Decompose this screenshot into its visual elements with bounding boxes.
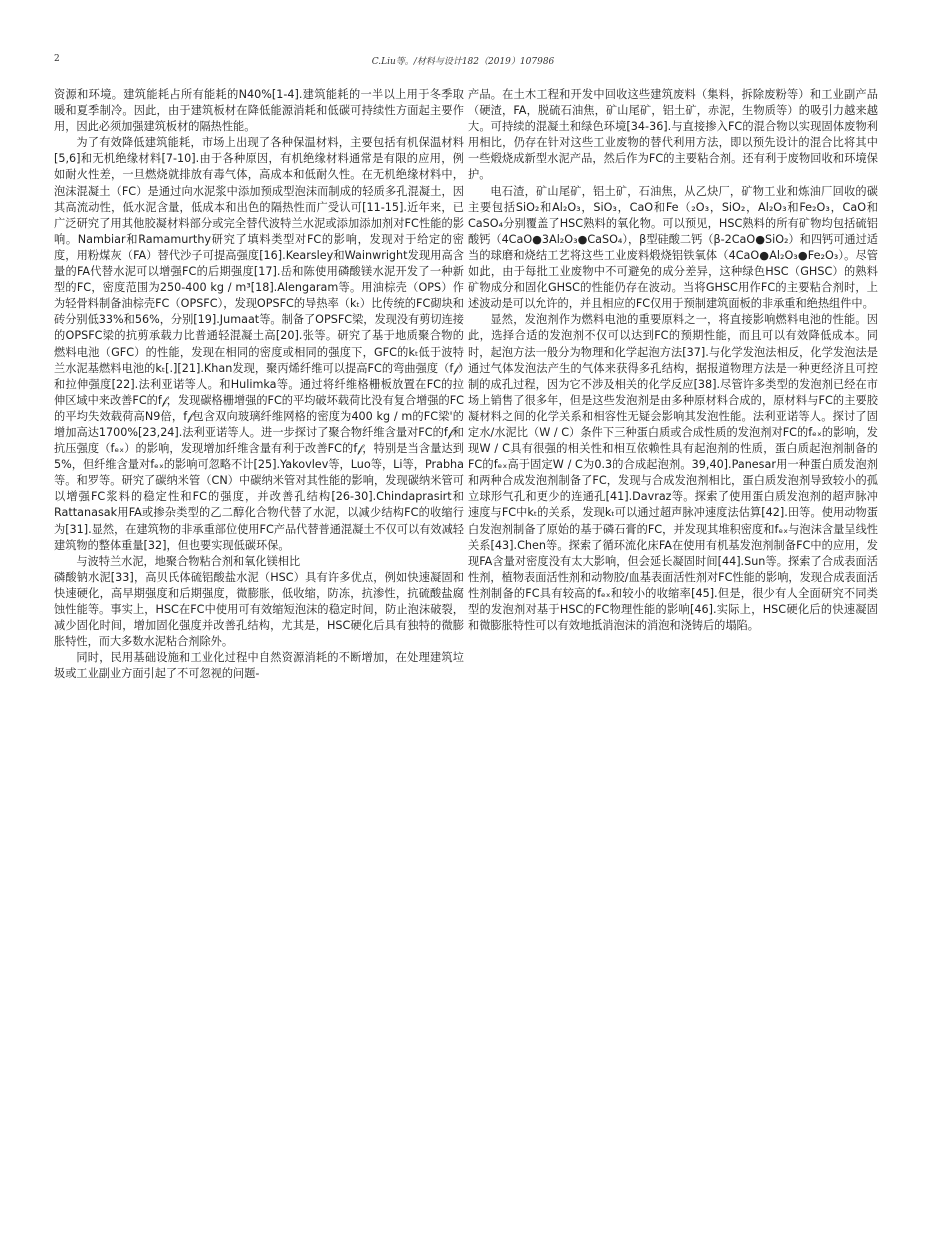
page-header bbox=[54, 54, 872, 68]
paragraph: 显然，发泡剂作为燃料电池的重要原料之一，将直接影响燃料电池的性能。因此，选择合适的发泡剂不仅可以达到FC的预期性能，而且可以有效降低成本。同时，起泡方法一般分为物理和化学起泡方法[37].与化学发泡法相反，化学发泡法是通过气体发泡法产生的气体来获得多孔结构，据报道物理方法是一种更经济且可控制的成孔过程，因为它不涉及相关的化学反应[38].尽管许多类型的发泡剂已经在市场上销售了很多年，但是这些发泡剂是由多种原材料合成的，原材料与FC的主要胶凝材料之间的化学关系和相容性无疑会影响其发泡性能。法利亚诺等人。探讨了固定水/水泥比（W / C）条件下三种蛋白质或合成性质的发泡剂对FC的fₑₓ的影响，发现W / C具有很强的相关性和相互依赖性具有起泡剂的性质，蛋白质起泡剂制备的FC的fₑₓ高于固定W / C为0.3的合成起泡剂。39,40].Panesar用一种蛋白质发泡剂和两种合成发泡剂制备了FC，发现与合成发泡剂相比，蛋白质发泡剂导致较小的孤立球形气孔和更少的连通孔[41].Davraz等。探索了使用蛋白质发泡剂的超声脉冲速度与FC中kₜ的关系，发现kₜ可以通过超声脉冲速度法估算[42].田等。使用动物蛋白发泡剂制备了原始的基于磷石膏的FC，并发现其堆积密度和fₑₓ与泡沫含量呈线性关系[43].Chen等。探索了循环流化床FA在使用有机基发泡剂制备FC中的应用，发现FA含量对密度没有太大影响，但会延长凝固时间[44].Sun等。探索了合成表面活性剂，植物表面活性剂和动物胶/血基表面活性剂对FC性能的影响，发现合成表面活性剂制备的FC具有较高的fₑₓ和较小的收缩率[45].但是，很少有人全面研究不同类型的发泡剂对基于HSC的FC物理性能的影响[46].实际上，HSC硬化后的快速凝固和微膨胀特性可以有效地抵消泡沫的消泡和浇铸后的塌陷。 bbox=[468, 313, 878, 633]
right-column bbox=[468, 87, 878, 634]
paragraph: 产品。在土木工程和开发中回收这些建筑废料（集料，拆除废粉等）和工业副产品（硬渣，FA，脱硫石油焦，矿山尾矿，铝土矿，赤泥，生物质等）的吸引力越来越大。可持续的混凝土和绿色环境[34-36].与直接掺入FC的混合物以实现固体废物利用相比，仍存在针对这些工业废物的替代利用方法，即以预先设计的混合比将其中一些煅烧成新型水泥产品，然后作为FC的主要粘合剂。还有利于废物回收和环境保护。 bbox=[468, 88, 878, 182]
left-column bbox=[54, 87, 464, 682]
running-title: C.Liu等。/材料与设计182（2019）107986 bbox=[371, 57, 555, 67]
page-number: 2 bbox=[54, 54, 60, 64]
paragraph: 为了有效降低建筑能耗，市场上出现了各种保温材料，主要包括有机保温材料[5,6]和无机绝缘材料[7-10].由于各种原因，有机绝缘材料通常是有限的应用，例如耐火性差，一旦燃烧就排放有毒气体，高成本和低耐久性。在无机绝缘材料中，泡沫混凝土（FC）是通过向水泥浆中添加预成型泡沫而制成的轻质多孔混凝土，因其高流动性，低水泥含量，低成本和出色的隔热性而广受认可[11-15].近年来，已广泛研究了用其他胶凝材料部分或完全替代波特兰水泥或添加添加剂对FC性能的影响。Nambiar和Ramamurthy研究了填料类型对FC的影响，发现对于给定的密度，用粉煤灰（FA）替代沙子可提高强度[16].Kearsley和Wainwright发现用高含量的FA代替水泥可以增强FC的后期强度[17].岳和陈使用磷酸镁水泥开发了一种新型的FC，密度范围为250-400 kg / m³[18].Alengaram等。用油棕壳（OPS）作为轻骨料制备油棕壳FC（OPSFC），发现OPSFC的导热率（kₜ）比传统的FC砌块和砖分别低33%和56%，分别[19].Jumaat等。制备了OPSFC梁，发现没有剪切连接的OPSFC梁的抗剪承载力比普通轻混凝土高[20].张等。研究了基于地质聚合物的燃料电池（GFC）的性能，发现在相同的密度或相同的强度下，GFC的kₜ低于波特兰水泥基燃料电池的kₜ[.][21].Khan发现，聚丙烯纤维可以提高FC的弯曲强度（f𝒻）和拉伸强度[22].法利亚诺等人。和Hulimka等。通过将纤维格栅板放置在FC的拉伸区域中来改善FC的f𝒻，发现碳格栅增强的FC的平均破坏载荷比没有复合增强的FC的平均失效载荷高N9倍，f𝒻包含双向玻璃纤维网格的密度为400 kg / m的FC梁'的增加高达1700%[23,24].法利亚诺等人。进一步探讨了聚合物纤维含量对FC的f𝒻和抗压强度（fₑₓ）的影响，发现增加纤维含量有利于改善FC的f𝒻，特别是当含量达到5%，但纤维含量对fₑₓ的影响可忽略不计[25].Yakovlev等，Luo等，Li等，Prabha等。和罗等。研究了碳纳米管（CN）中碳纳米管对其性能的影响，发现碳纳米管可以增强FC浆料的稳定性和FC的强度，并改善孔结构[26-30].Chindaprasirt和Rattanasak用FA或掺杂类型的乙二醇化合物代替了水泥，以减少结构FC的收缩行为[31].显然，在建筑物的非承重部位使用FC产品代替普通混凝土不仅可以有效减轻建筑物的整体重量[32]，但也要实现低碳环保。 bbox=[54, 136, 464, 552]
paragraph: 资源和环境。建筑能耗占所有能耗的N40%[1-4].建筑能耗的一半以上用于冬季取暖和夏季制冷。因此，由于建筑板材在降低能源消耗和低碳可持续性方面起主要作用，因此必须加强建筑板材的隔热性能。 bbox=[54, 88, 464, 134]
paragraph: 电石渣，矿山尾矿，铝土矿，石油焦，从乙炔厂，矿物工业和炼油厂回收的碳主要包括SiO₂和Al₂O₃，SiO₃，CaO和Fe（₂O₃，SiO₂，Al₂O₃和Fe₂O₃，CaO和CaSO₄分别覆盖了HSC熟料的氧化物。可以预见，HSC熟料的所有矿物均包括硫铝酸钙（4CaO●3Al₂O₃●CaSO₄），β型硅酸二钙（β-2CaO●SiO₂）和四钙可通过适当的球磨和烧结工艺将这些工业废料煅烧铝铁氧体（4CaO●Al₂O₃●Fe₂O₃）。尽管如此，由于每批工业废物中不可避免的成分差异，这种绿色HSC（GHSC）的熟料矿物成分和固化GHSC的性能仍存在波动。当将GHSC用作FC的主要粘合剂时，上述波动是可以允许的，并且相应的FC仅用于预制建筑面板的非承重和绝热组件中。 bbox=[468, 184, 878, 311]
paragraph-fragment: 与波特兰水泥，地聚合物粘合剂和氧化镁相比 bbox=[76, 554, 301, 568]
paragraph: 同时，民用基础设施和工业化过程中自然资源消耗的不断增加，在处理建筑垃圾或工业副业方面引起了不可忽视的问题- bbox=[54, 651, 464, 681]
paragraph: 磷酸钠水泥[33]，高贝氏体硫铝酸盐水泥（HSC）具有许多优点，例如快速凝固和快速硬化，高早期强度和后期强度，微膨胀，低收缩，防冻，抗渗性，抗硫酸盐腐蚀性能等。事实上，HSC在FC中使用可有效缩短泡沫的稳定时间，防止泡沫破裂，减少固化时间，增加固化强度并改善孔结构，尤其是，HSC硬化后具有独特的微膨胀特性，而大多数水泥粘合剂除外。 bbox=[54, 570, 464, 649]
